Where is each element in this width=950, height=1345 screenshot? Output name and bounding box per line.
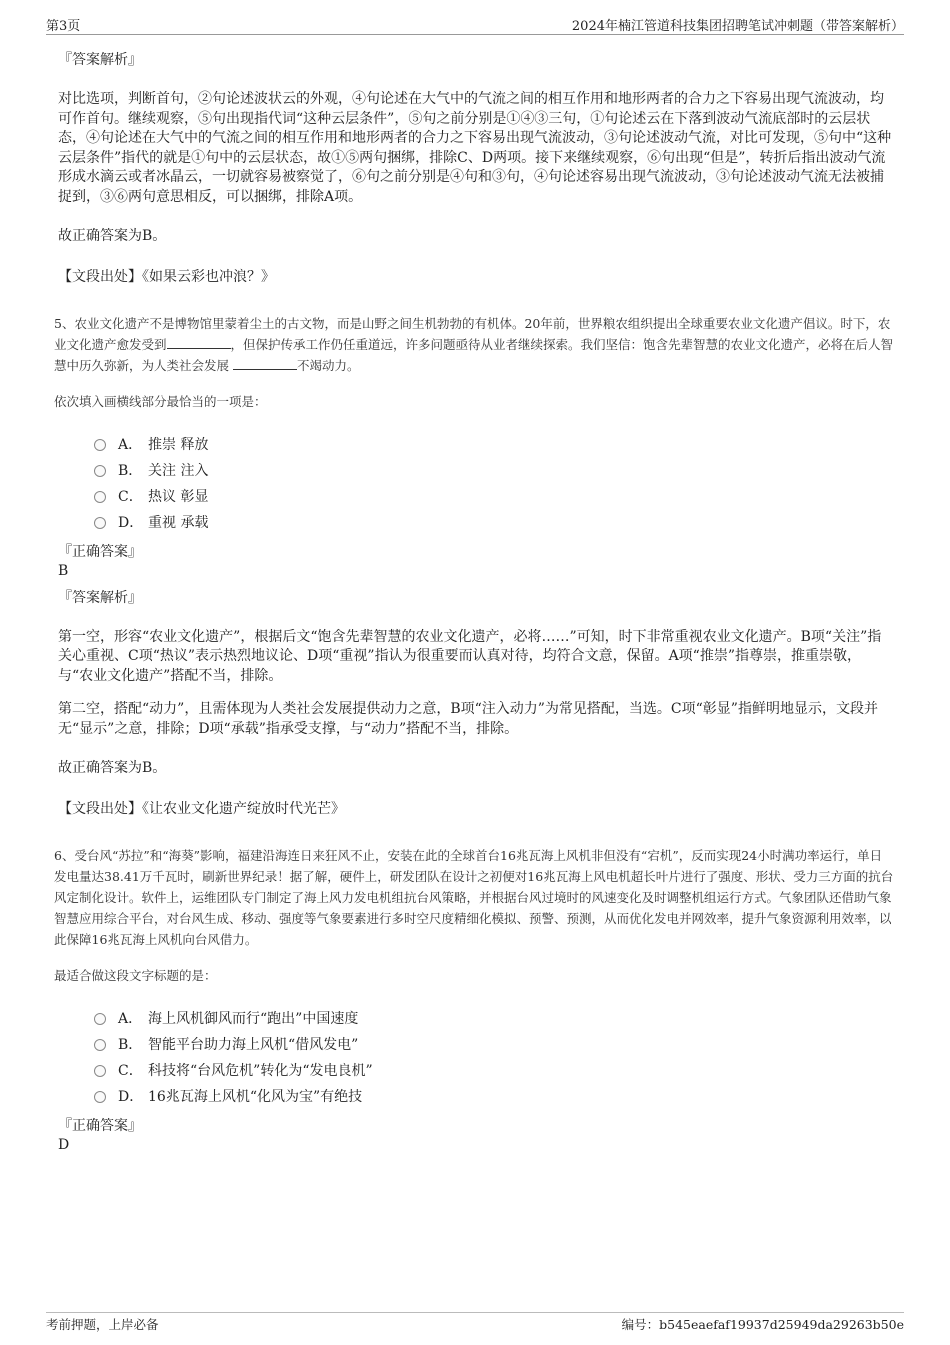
radio-icon[interactable] [94, 1065, 106, 1077]
question-6-stem: 6、受台风“苏拉”和“海葵”影响，福建沿海连日来狂风不止，安装在此的全球首台16兆瓦海上风机非但没有“宕机”，反而实现24小时满功率运行，单日发电量达38.41万千瓦时，刷新世界纪录！据了解，硬件上，研发团队在设计之初便对16兆瓦海上风电机超长叶片进行了强度、形状、受力三方面的抗台风定制化设计。软件上，运维团队专门制定了海上风力发电机组抗台风策略，并根据台风过境时的风速变化及时调整机组运行方式。气象团队还借助气象智慧应用综合平台，对台风生成、移动、强度等气象要素进行多时空尺度精细化模拟、预警、预测，从而优化发电并网效率，提升气象资源利用效率，以此保障16兆瓦海上风机向台风借力。 [54, 847, 894, 947]
radio-icon[interactable] [94, 1013, 106, 1025]
option-text: 关注 注入 [148, 462, 209, 479]
stem-part: 不竭动力。 [297, 357, 360, 373]
option-text: 重视 承载 [148, 514, 209, 531]
question-5-stem [54, 313, 894, 376]
source-title: 《让农业文化遗产绽放时代光芒》 [142, 800, 345, 817]
radio-icon[interactable] [94, 491, 106, 503]
option-d[interactable] [94, 1084, 894, 1110]
source-line [58, 799, 894, 819]
option-letter: A． [118, 436, 143, 453]
analysis-text: 第二空，搭配“动力”，且需体现为人类社会发展提供动力之意，B项“注入动力”为常见搭配，当选。C项“彰显”指鲜明地显示，文段并无“显示”之意，排除；D项“承载”指承受支撑，与“动力”搭配不当，排除。 [58, 701, 878, 737]
option-text: 海上风机御风而行“跑出”中国速度 [148, 1010, 359, 1027]
question-5-options [94, 432, 894, 536]
page-footer [46, 1312, 904, 1335]
radio-icon[interactable] [94, 439, 106, 451]
analysis-text: 第一空，形容“农业文化遗产”，根据后文“饱含先辈智慧的农业文化遗产，必将……”可知，时下非常重视农业文化遗产。B项“关注”指关心重视、C项“热议”表示热烈地议论、D项“重视”指认为很重要而认真对待，均符合文意，保留。A项“推崇”指尊崇，推重崇敬，与“农业文化遗产”搭配不当，排除。 [58, 628, 882, 684]
conclusion-text: 故正确答案为B。 [58, 760, 167, 776]
option-c[interactable] [94, 1058, 894, 1084]
option-text: 16兆瓦海上风机“化风为宝”有绝技 [148, 1088, 363, 1105]
option-d[interactable] [94, 510, 894, 536]
option-a[interactable] [94, 432, 894, 458]
question-6-options [94, 1006, 894, 1110]
stem-part: ，但保护传承工作仍任重道远，许多问题亟待从业者继续探索。我们坚信：饱含先辈智慧的农业文化遗产，必将在后人智慧中历久弥新，为人类社会发展 [54, 336, 894, 373]
option-c[interactable] [94, 484, 894, 510]
stem-part: 5、农业文化遗产不是博物馆里蒙着尘土的古文物，而是山野之间生机勃勃的有机体。20年前，世界粮农组织提出全球重要农业文化遗产倡议。时下，农业文化遗产愈发受到 [54, 315, 891, 352]
source-label: 【文段出处】 [58, 800, 142, 817]
option-letter: C． [118, 1062, 143, 1079]
option-text: 推崇 释放 [148, 436, 209, 453]
option-letter: C． [118, 488, 143, 505]
document-body [54, 42, 894, 1154]
option-letter: D． [118, 1088, 144, 1105]
source-title: 《如果云彩也冲浪？》 [142, 268, 275, 285]
analysis-text: 对比选项，判断首句，②句论述波状云的外观，④句论述在大气中的气流之间的相互作用和地形两者的合力之下容易出现气流波动，均可作首句。继续观察，⑤句出现指代词“这种云层条件”，⑤句之前分别是①④③三句，①句论述云在下落到波动气流底部时的云层状态，④句论述在大气中的气流之间的相互作用和地形两者的合力之下容易出现气流波动，③句论述波动气流，对比可发现，⑤句中“这种云层条件”指代的就是①句中的云层状态，故①⑤两句捆绑，排除C、D两项。接下来继续观察，⑥句出现“但是”，转折后指出波动气流形成水滴云或者冰晶云，一切就容易被察觉了，⑥句之前分别是④句和③句，④句论述容易出现气流波动，③句论述波动气流无法被捕捉到，③⑥两句意思相反，可以捆绑，排除A项。 [58, 91, 892, 205]
question-5-prompt: 依次填入画横线部分最恰当的一项是： [54, 393, 267, 409]
option-letter: D． [118, 514, 144, 531]
radio-icon[interactable] [94, 517, 106, 529]
option-text: 科技将“台风危机”转化为“发电良机” [148, 1062, 373, 1079]
correct-answer: B [58, 562, 69, 579]
radio-icon[interactable] [94, 1091, 106, 1103]
radio-icon[interactable] [94, 465, 106, 477]
page-number: 第3页 [46, 19, 81, 34]
option-a[interactable] [94, 1006, 894, 1032]
footer-slogan: 考前押题，上岸必备 [46, 1317, 159, 1332]
analysis-label: 『答案解析』 [58, 589, 142, 606]
option-letter: B． [118, 1036, 143, 1053]
fill-blank-2 [233, 357, 297, 370]
document-title: 2024年楠江管道科技集团招聘笔试冲刺题（带答案解析） [571, 19, 904, 34]
fill-blank-1 [167, 336, 231, 349]
source-line [58, 267, 894, 287]
analysis-label: 『答案解析』 [58, 52, 142, 68]
correct-answer-label: 『正确答案』 [58, 543, 142, 560]
radio-icon[interactable] [94, 1039, 106, 1051]
correct-answer-label: 『正确答案』 [58, 1117, 142, 1134]
conclusion-text: 故正确答案为B。 [58, 228, 167, 244]
option-letter: A． [118, 1010, 143, 1027]
option-text: 热议 彰显 [148, 488, 209, 505]
correct-answer: D [58, 1136, 70, 1153]
question-6-prompt: 最适合做这段文字标题的是： [54, 967, 217, 983]
option-b[interactable] [94, 458, 894, 484]
document-code: 编号：b545eaefaf19937d25949da29263b50e [621, 1317, 904, 1332]
option-letter: B． [118, 462, 143, 479]
option-b[interactable] [94, 1032, 894, 1058]
page-header [46, 14, 904, 35]
source-label: 【文段出处】 [58, 268, 142, 285]
option-text: 智能平台助力海上风机“借风发电” [148, 1036, 359, 1053]
